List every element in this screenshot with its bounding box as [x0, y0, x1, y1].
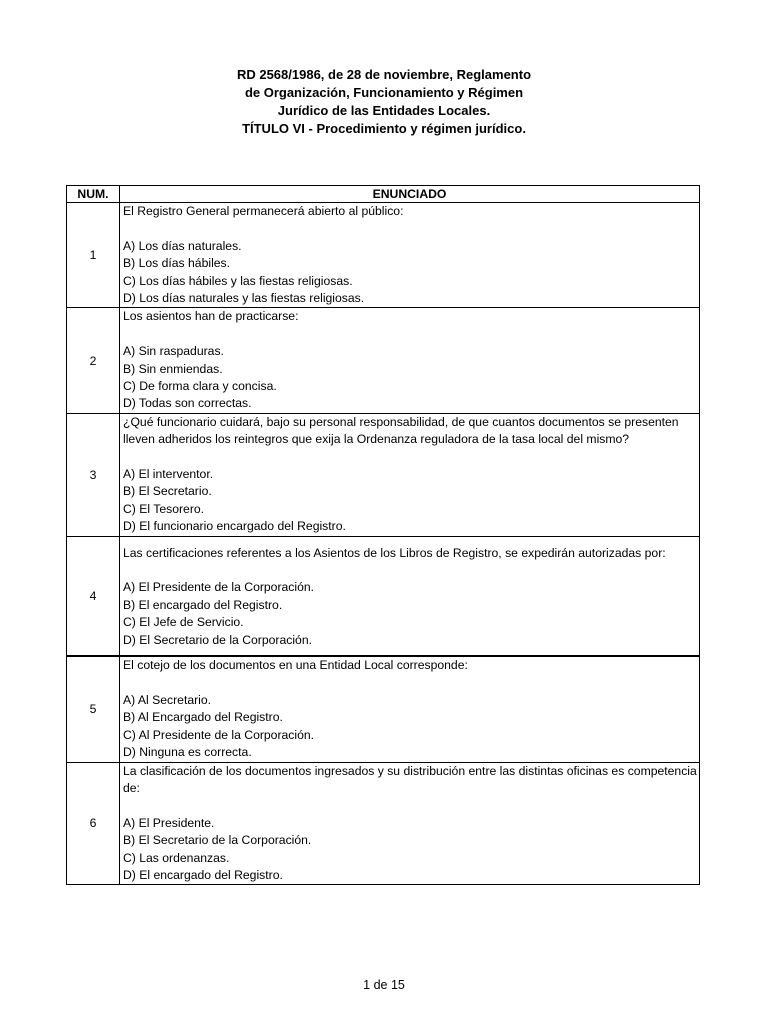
option-d: D) El funcionario encargado del Registro.	[123, 519, 346, 534]
option-c: C) El Jefe de Servicio.	[123, 615, 244, 630]
option-d: D) Ninguna es correcta.	[123, 745, 252, 760]
question-text: La clasificación de los documentos ingresados y su distribución entre las distintas oficinas es competencia de:	[123, 763, 697, 795]
option-a: A) Sin raspaduras.	[123, 344, 224, 359]
option-c: C) Las ordenanzas.	[123, 850, 230, 865]
questions-table	[66, 185, 700, 885]
option-c: C) Al Presidente de la Corporación.	[123, 727, 315, 742]
title-line-3: Jurídico de las Entidades Locales.	[277, 103, 491, 118]
table-row	[67, 203, 700, 308]
question-text: Los asientos han de practicarse:	[123, 309, 299, 324]
column-header-enunciado: ENUNCIADO	[120, 186, 700, 203]
option-a: A) El Presidente.	[123, 815, 215, 830]
option-c: C) El Tesorero.	[123, 501, 205, 516]
question-cell	[120, 413, 700, 536]
option-a: A) El Presidente de la Corporación.	[123, 580, 315, 595]
question-number: 2	[67, 308, 120, 413]
page-number: 1 de 15	[363, 978, 405, 992]
question-number: 4	[67, 536, 120, 656]
question-number: 1	[67, 203, 120, 308]
table-row	[67, 413, 700, 536]
table-row	[67, 762, 700, 885]
question-cell	[120, 536, 700, 656]
option-b: B) Los días hábiles.	[123, 256, 231, 271]
option-b: B) Al Encargado del Registro.	[123, 710, 283, 725]
table-row	[67, 536, 700, 656]
question-cell	[120, 762, 700, 885]
question-cell	[120, 203, 700, 308]
title-line-4: TÍTULO VI - Procedimiento y régimen jurídico.	[242, 121, 526, 136]
question-number: 6	[67, 762, 120, 885]
document-title	[0, 66, 768, 138]
title-line-2: de Organización, Funcionamiento y Régimen	[244, 85, 524, 100]
table-row	[67, 308, 700, 413]
option-d: D) El encargado del Registro.	[123, 867, 283, 882]
option-c: C) Los días hábiles y las fiestas religiosas.	[123, 273, 353, 288]
title-line-1: RD 2568/1986, de 28 de noviembre, Reglamento	[236, 67, 532, 82]
question-text: ¿Qué funcionario cuidará, bajo su personal responsabilidad, de que cuantos documentos se presenten lleven adheridos los reintegros que exija la Ordenanza reguladora de la tasa local del mismo?	[123, 414, 679, 447]
option-d: D) Los días naturales y las fiestas religiosas.	[123, 291, 365, 306]
question-cell	[120, 656, 700, 762]
table-row	[67, 656, 700, 762]
option-b: B) El encargado del Registro.	[123, 597, 283, 612]
option-a: A) Los días naturales.	[123, 238, 242, 253]
question-number: 3	[67, 413, 120, 536]
option-d: D) El Secretario de la Corporación.	[123, 632, 312, 647]
option-b: B) Sin enmiendas.	[123, 361, 223, 376]
table-header-row	[67, 186, 700, 203]
column-header-num: NUM.	[67, 186, 120, 203]
option-a: A) El interventor.	[123, 467, 214, 482]
option-b: B) El Secretario de la Corporación.	[123, 833, 312, 848]
question-cell	[120, 308, 700, 413]
question-text: Las certificaciones referentes a los Asientos de los Libros de Registro, se expedirán autorizadas por:	[123, 545, 666, 560]
question-number: 5	[67, 656, 120, 762]
question-text: El Registro General permanecerá abierto al público:	[123, 204, 404, 218]
option-b: B) El Secretario.	[123, 484, 212, 499]
option-a: A) Al Secretario.	[123, 692, 212, 707]
option-c: C) De forma clara y concisa.	[123, 379, 277, 394]
option-d: D) Todas son correctas.	[123, 396, 252, 411]
question-text: El cotejo de los documentos en una Entidad Local corresponde:	[123, 658, 468, 673]
